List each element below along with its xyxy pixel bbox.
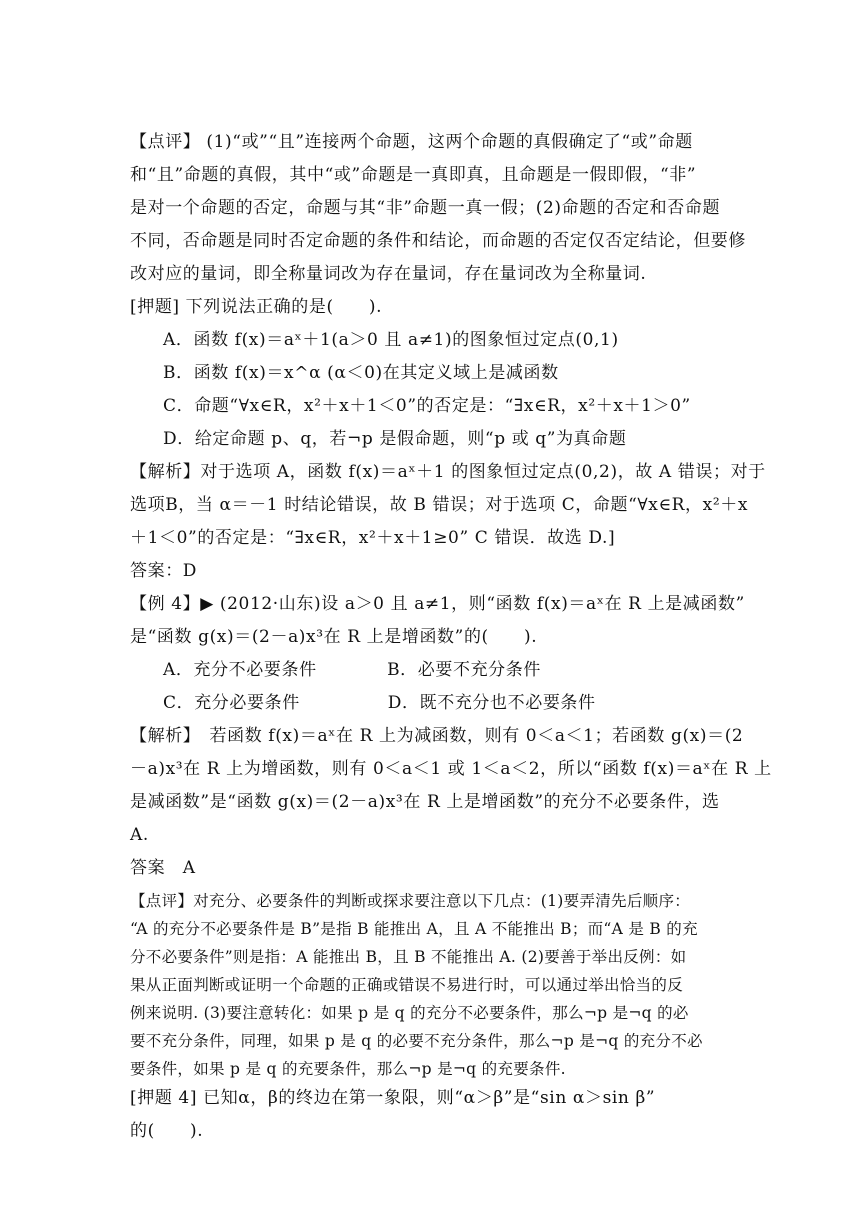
text-line: 【例 4】▶ (2012·山东)设 a＞0 且 a≠1，则“函数 f(x)＝aˣ在 R 上是减函数” [130, 594, 745, 614]
text-line: 不同，否命题是同时否定命题的条件和结论，而命题的否定仅否定结论，但要修 [130, 231, 746, 251]
option-line: C．充分必要条件 D．既不充分也不必要条件 [163, 693, 596, 713]
option-line: C．命题“∀x∈R，x²＋x＋1＜0”的否定是：“∃x∈R，x²＋x＋1＞0” [163, 396, 691, 416]
text-line: 是减函数”是“函数 g(x)＝(2－a)x³在 R 上是增函数”的充分不必要条件，选 [130, 792, 720, 812]
text-line: 要条件，如果 p 是 q 的充要条件，那么¬p 是¬q 的充要条件. [130, 1060, 566, 1078]
option-line: D．给定命题 p、q，若¬p 是假命题，则“p 或 q”为真命题 [163, 429, 627, 449]
text-line: ＋1＜0”的否定是：“∃x∈R，x²＋x＋1≥0” C 错误．故选 D.] [130, 528, 616, 548]
text-line: [押题] 下列说法正确的是( ). [130, 297, 383, 317]
text-line: 的( ). [130, 1121, 204, 1141]
text-line: 果从正面判断或证明一个命题的正确或错误不易进行时，可以通过举出恰当的反 [130, 976, 684, 994]
text-line: A. [130, 825, 149, 845]
option-line: B．函数 f(x)＝x^α (α＜0)在其定义域上是减函数 [163, 363, 559, 383]
text-line: 【点评】 (1)“或”“且”连接两个命题，这两个命题的真假确定了“或”命题 [130, 132, 693, 152]
answer-line: 答案 A [130, 858, 196, 878]
option-line: A．函数 f(x)＝aˣ＋1(a＞0 且 a≠1)的图象恒过定点(0,1) [163, 330, 619, 350]
text-line: 【解析】 若函数 f(x)＝aˣ在 R 上为减函数，则有 0＜a＜1；若函数 g(x)＝(2 [130, 726, 744, 746]
text-line: 分不必要条件”则是指：A 能推出 B，且 B 不能推出 A. (2)要善于举出反例：如 [130, 948, 687, 966]
text-line: －a)x³在 R 上为增函数，则有 0＜a＜1 或 1＜a＜2，所以“函数 f(x)＝aˣ在 R 上 [130, 759, 772, 779]
text-line: 例来说明. (3)要注意转化：如果 p 是 q 的充分不必要条件，那么¬p 是¬q 的必 [130, 1004, 689, 1022]
option-line: A．充分不必要条件 B．必要不充分条件 [163, 660, 541, 680]
text-line: 选项B，当 α＝－1 时结论错误，故 B 错误；对于选项 C，命题“∀x∈R，x²＋x [130, 495, 749, 515]
text-line: 【解析】对于选项 A，函数 f(x)＝aˣ＋1 的图象恒过定点(0,2)，故 A 错误；对于 [130, 462, 766, 482]
text-line: 是对一个命题的否定，命题与其“非”命题一真一假；(2)命题的否定和否命题 [130, 198, 721, 218]
text-line: 【点评】对充分、必要条件的判断或探求要注意以下几点：(1)要弄清先后顺序： [130, 892, 691, 910]
answer-line: 答案：D [130, 561, 198, 581]
text-line: 改对应的量词，即全称量词改为存在量词，存在量词改为全称量词. [130, 264, 647, 284]
text-line: 和“且”命题的真假，其中“或”命题是一真即真，且命题是一假即假，“非” [130, 165, 697, 185]
text-line: 是“函数 g(x)＝(2－a)x³在 R 上是增函数”的( ). [130, 627, 538, 647]
text-line: “A 的充分不必要条件是 B”是指 B 能推出 A，且 A 不能推出 B；而“A 是 B 的充 [130, 920, 698, 938]
text-line: 要不充分条件，同理，如果 p 是 q 的必要不充分条件，那么¬p 是¬q 的充分不必 [130, 1032, 703, 1050]
text-line: [押题 4] 已知α，β的终边在第一象限，则“α＞β”是“sin α＞sin β” [130, 1088, 656, 1108]
